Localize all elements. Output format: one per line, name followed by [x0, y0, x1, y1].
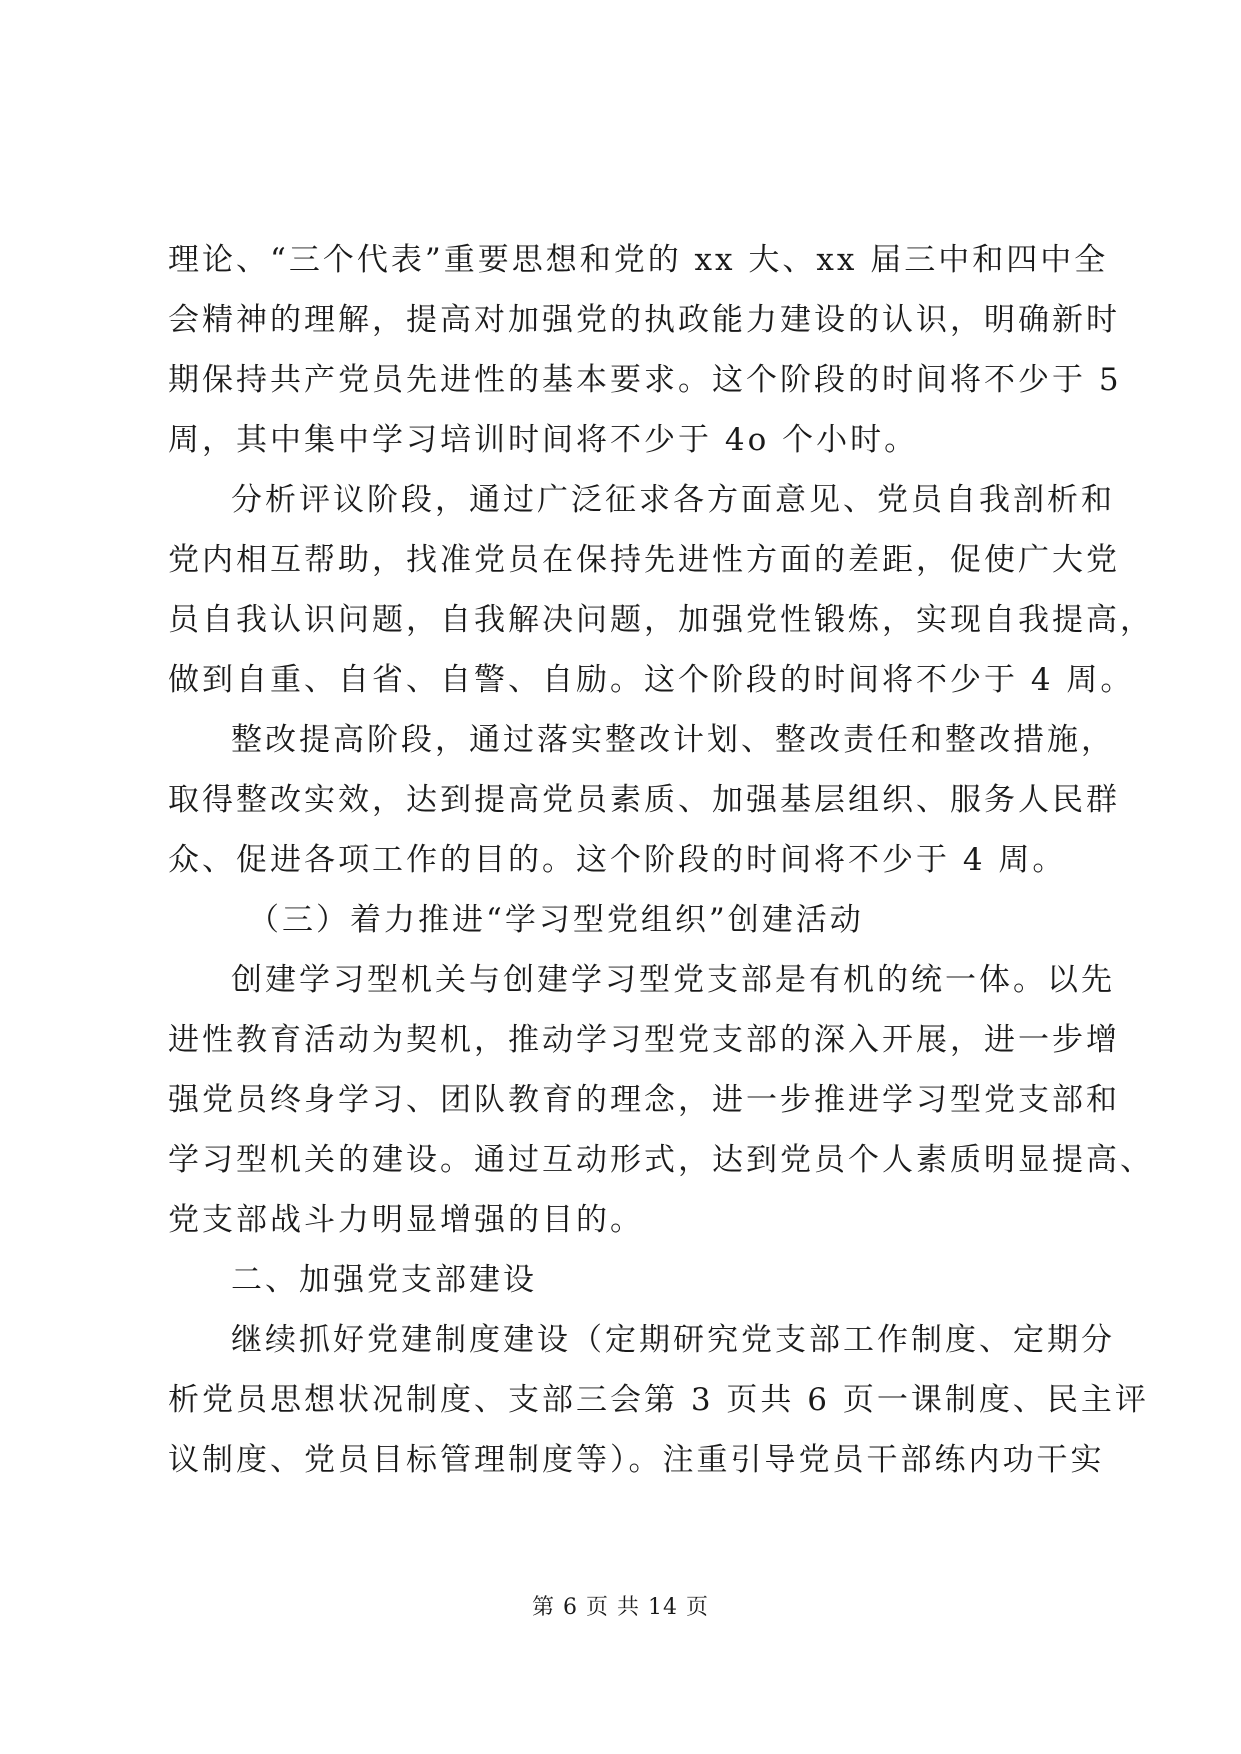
text-line: 党内相互帮助，找准党员在保持先进性方面的差距，促使广大党 — [168, 542, 1120, 578]
paragraph-first-line: 分析评议阶段，通过广泛征求各方面意见、党员自我剖析和 — [231, 482, 1115, 518]
text-line: 员自我认识问题，自我解决问题，加强党性锻炼，实现自我提高， — [168, 602, 1154, 638]
text-line: 学习型机关的建设。通过互动形式，达到党员个人素质明显提高、 — [168, 1142, 1154, 1178]
text-line: 强党员终身学习、团队教育的理念，进一步推进学习型党支部和 — [168, 1082, 1120, 1118]
text-line: 理论、“三个代表”重要思想和党的 xx 大、xx 届三中和四中全 — [168, 242, 1109, 278]
paragraph-first-line: 创建学习型机关与创建学习型党支部是有机的统一体。以先 — [231, 962, 1115, 998]
text-line: 周，其中集中学习培训时间将不少于 4o 个小时。 — [168, 422, 919, 458]
text-line: 会精神的理解，提高对加强党的执政能力建设的认识，明确新时 — [168, 302, 1120, 338]
section-heading: （三）着力推进“学习型党组织”创建活动 — [248, 902, 864, 938]
paragraph-first-line: 继续抓好党建制度建设（定期研究党支部工作制度、定期分 — [231, 1322, 1115, 1358]
text-line: 议制度、党员目标管理制度等）。注重引导党员干部练内功干实 — [168, 1442, 1105, 1478]
text-line: 党支部战斗力明显增强的目的。 — [168, 1202, 644, 1238]
text-line: 做到自重、自省、自警、自励。这个阶段的时间将不少于 4 周。 — [168, 662, 1135, 698]
text-line: 取得整改实效，达到提高党员素质、加强基层组织、服务人民群 — [168, 782, 1120, 818]
document-body — [168, 230, 1154, 1490]
text-line: 析党员思想状况制度、支部三会第 3 页共 6 页一课制度、民主评 — [168, 1382, 1149, 1418]
text-line: 期保持共产党员先进性的基本要求。这个阶段的时间将不少于 5 — [168, 362, 1122, 398]
section-heading: 二、加强党支部建设 — [231, 1262, 537, 1298]
text-line: 进性教育活动为契机，推动学习型党支部的深入开展，进一步增 — [168, 1022, 1120, 1058]
paragraph-first-line: 整改提高阶段，通过落实整改计划、整改责任和整改措施， — [231, 722, 1115, 758]
page-number-footer: 第 6 页 共 14 页 — [532, 1595, 709, 1620]
text-line: 众、促进各项工作的目的。这个阶段的时间将不少于 4 周。 — [168, 842, 1067, 878]
